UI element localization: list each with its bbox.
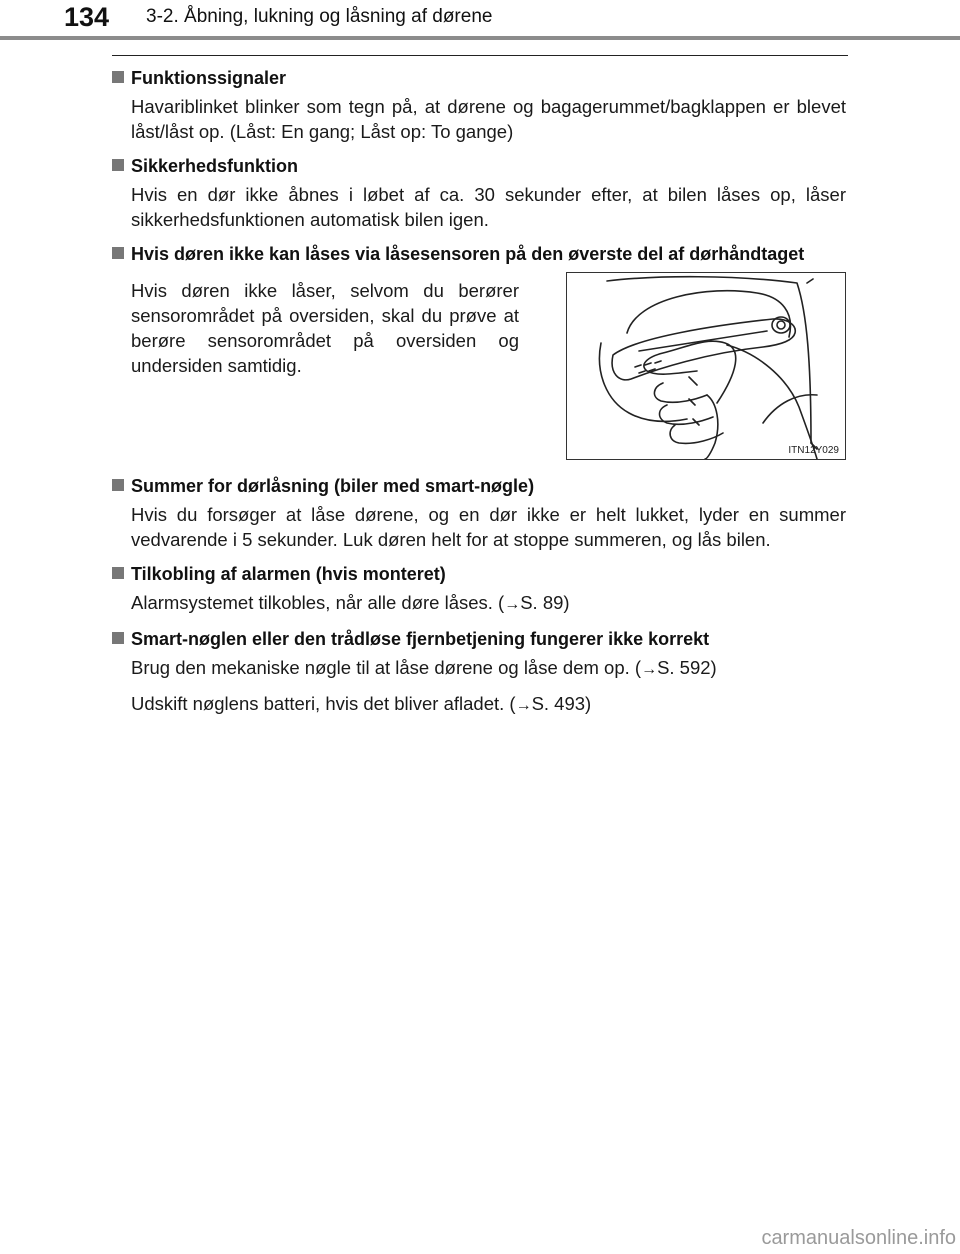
section-heading: [112, 562, 846, 586]
heading-text: Summer for dørlåsning (biler med smart-nøgle): [131, 476, 535, 496]
square-bullet-icon: [112, 71, 124, 83]
page-reference-link[interactable]: S. 89): [520, 592, 570, 613]
door-handle-illustration: [566, 272, 846, 460]
square-bullet-icon: [112, 159, 124, 171]
arrow-right-icon: →: [641, 661, 658, 678]
page-number: 134: [64, 2, 110, 32]
page-header: [0, 0, 960, 40]
content-top-rule: [112, 55, 848, 56]
section-heading: [112, 627, 846, 651]
section-body: Hvis en dør ikke åbnes i løbet af ca. 30 sekunder efter, at bilen låses op, låser sikkerhedsfunktionen automatisk bilen igen.: [131, 184, 846, 230]
section-summer: [112, 474, 846, 552]
arrow-right-icon: →: [504, 596, 521, 613]
section-body: [131, 655, 846, 682]
section-body: Havariblinket blinker som tegn på, at dørene og bagagerummet/bagklappen er blevet låst/låst op. (Låst: En gang; Låst op: To gange): [131, 96, 846, 142]
watermark: carmanualsonline.info: [761, 1227, 956, 1249]
section-body: [131, 590, 846, 617]
header-rule: [0, 36, 960, 40]
heading-text: Sikkerhedsfunktion: [131, 156, 299, 176]
section-smart-noegle: [112, 627, 846, 718]
content: [112, 66, 846, 728]
square-bullet-icon: [112, 479, 124, 491]
arrow-right-icon: →: [515, 697, 532, 714]
section-alarm: [112, 562, 846, 617]
section-heading: [112, 474, 846, 498]
door-handle-hand-icon: [567, 273, 845, 459]
section-heading: [112, 242, 846, 266]
figure-code: ITN12Y029: [788, 445, 839, 456]
square-bullet-icon: [112, 632, 124, 644]
heading-text: Smart-nøglen eller den trådløse fjernbetjening fungerer ikke korrekt: [131, 629, 710, 649]
section-funktionssignaler: [112, 66, 846, 144]
body-text: Brug den mekaniske nøgle til at låse dørene og låse dem op. (: [131, 657, 642, 678]
page-reference-link[interactable]: S. 592): [657, 657, 717, 678]
heading-text: Hvis døren ikke kan låses via låsesensoren på den øverste del af dørhåndtaget: [131, 244, 805, 264]
heading-text: Funktionssignaler: [131, 68, 287, 88]
section-sikkerhedsfunktion: [112, 154, 846, 232]
body-text: Udskift nøglens batteri, hvis det bliver afladet. (: [131, 693, 516, 714]
section-heading: [112, 154, 846, 178]
page-reference-link[interactable]: S. 493): [531, 693, 592, 714]
square-bullet-icon: [112, 247, 124, 259]
section-heading: [112, 66, 846, 90]
section-body: Hvis du forsøger at låse dørene, og en dør ikke er helt lukket, lyder en summer vedvarende i 5 sekunder. Luk døren helt for at stoppe summeren, og lås bilen.: [131, 504, 846, 550]
figure-row: [131, 272, 846, 460]
square-bullet-icon: [112, 567, 124, 579]
chapter-title: 3-2. Åbning, lukning og låsning af dørene: [146, 6, 493, 27]
section-body: [131, 691, 846, 718]
section-laasesensor: [112, 242, 846, 460]
body-text: Alarmsystemet tilkobles, når alle døre låses. (: [131, 592, 505, 613]
section-body: Hvis døren ikke låser, selvom du berører sensorområdet på oversiden, skal du prøve at berøre sensorområdet på oversiden og undersiden samtidig.: [131, 280, 519, 376]
heading-text: Tilkobling af alarmen (hvis monteret): [131, 564, 446, 584]
